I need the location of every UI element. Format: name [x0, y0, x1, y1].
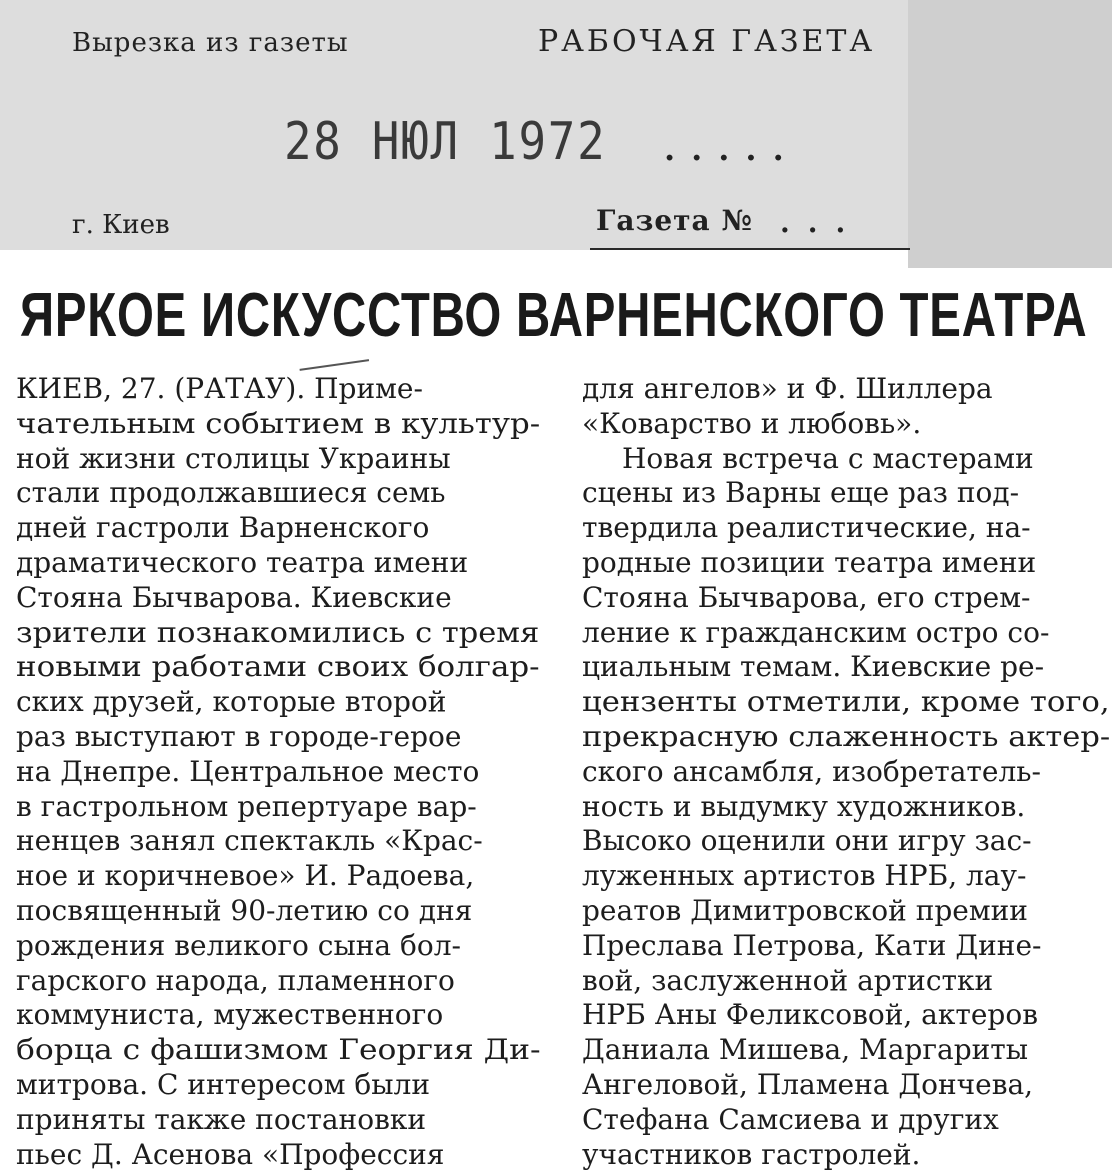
text-line: приняты также постановки — [16, 1102, 426, 1136]
text-line: прекрасную слаженность актер- — [582, 719, 1111, 753]
text-line: новыми работами своих болгар- — [16, 650, 540, 684]
text-line: ное и коричневое» И. Радоева, — [16, 859, 475, 893]
text-line: участников гастролей. — [582, 1137, 921, 1171]
text-line: дней гастроли Варненского — [16, 511, 430, 545]
text-line: пьес Д. Асенова «Профессия — [16, 1137, 445, 1171]
text-line: зрители познакомились с тремя — [16, 615, 540, 649]
text-line: Стояна Бычварова, его стрем- — [582, 580, 1031, 614]
text-line: борца с фашизмом Георгия Ди- — [16, 1033, 541, 1067]
text-line: ной жизни столицы Украины — [16, 441, 451, 475]
header-shade — [908, 0, 1112, 268]
text-line: луженных артистов НРБ, лау- — [582, 859, 1027, 893]
text-line: в гастрольном репертуаре вар- — [16, 789, 477, 823]
text-line: ского ансамбля, изобретатель- — [582, 754, 1041, 788]
text-line: сцены из Варны еще раз под- — [582, 476, 1020, 510]
text-line: Стефана Самсиева и других — [582, 1102, 999, 1136]
text-line: ление к гражданским остро со- — [582, 615, 1050, 649]
text-line: чательным событием в культур- — [16, 406, 541, 440]
text-line: драматического театра имени — [16, 545, 469, 579]
text-line: Ангеловой, Пламена Дончева, — [582, 1067, 1034, 1101]
text-line: коммуниста, мужественного — [16, 998, 444, 1032]
text-line: родные позиции театра имени — [582, 545, 1037, 579]
date-dots: ..... — [664, 130, 800, 168]
text-line: Преслава Петрова, Кати Дине- — [582, 928, 1042, 962]
text-line: ность и выдумку художников. — [582, 789, 1026, 823]
text-line: для ангелов» и Ф. Шиллера — [582, 372, 993, 405]
text-line: НРБ Аны Феликсовой, актеров — [582, 998, 1038, 1032]
text-line: посвященный 90-летию со дня — [16, 893, 473, 927]
text-line: Новая встреча с мастерами — [622, 441, 1034, 475]
text-line: циальным темам. Киевские ре- — [582, 650, 1045, 684]
newspaper-name: РАБОЧАЯ ГАЗЕТА — [538, 24, 876, 59]
text-line: митрова. С интересом были — [16, 1067, 430, 1101]
text-line: вой, заслуженной артистки — [582, 963, 994, 997]
text-line: гарского народа, пламенного — [16, 963, 455, 997]
article-left-column — [16, 372, 540, 1172]
article-right-column — [582, 372, 1110, 1172]
header-divider — [590, 248, 910, 250]
text-line: твердила реалистические, на- — [582, 511, 1031, 545]
issue-label: Газета № — [596, 204, 753, 237]
article-headline: ЯРКОЕ ИСКУССТВО ВАРНЕНСКОГО ТЕАТРА — [20, 281, 1088, 350]
text-line: Даниала Мишева, Маргариты — [582, 1033, 1029, 1067]
text-line: раз выступают в городе-герое — [16, 719, 462, 753]
date-stamp: 28 НЮЛ 1972 — [284, 112, 607, 172]
clipping-label: Вырезка из газеты — [72, 28, 349, 58]
text-line: на Днепре. Центральное место — [16, 754, 480, 788]
text-line: стали продолжавшиеся семь — [16, 476, 446, 510]
issue-dots: ... — [780, 206, 864, 239]
text-line: Стояна Бычварова. Киевские — [16, 580, 452, 614]
text-line: цензенты отметили, кроме того, — [582, 685, 1110, 719]
text-line: рождения великого сына бол- — [16, 928, 461, 962]
city-label: г. Киев — [72, 210, 170, 240]
text-line: «Коварство и любовь». — [582, 406, 922, 440]
text-line: КИЕВ, 27. (РАТАУ). Приме- — [16, 372, 423, 405]
text-line: ских друзей, которые второй — [16, 685, 447, 719]
text-line: реатов Димитровской премии — [582, 893, 1028, 927]
text-line: Высоко оценили они игру зас- — [582, 824, 1032, 858]
text-line: ненцев занял спектакль «Крас- — [16, 824, 483, 858]
